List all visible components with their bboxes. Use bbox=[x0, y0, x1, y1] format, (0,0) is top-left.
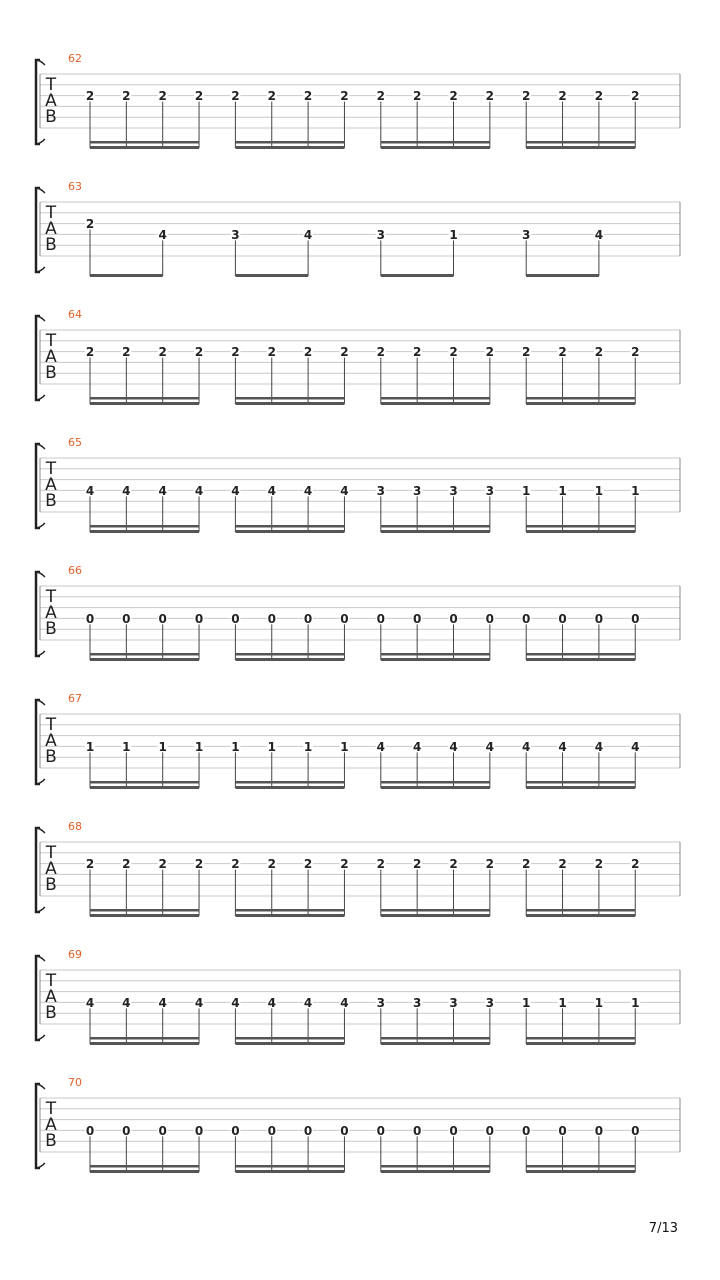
tab-staff bbox=[0, 820, 720, 930]
fret-number: 0 bbox=[267, 611, 276, 626]
beam bbox=[381, 530, 490, 533]
beam bbox=[90, 658, 199, 661]
system-bracket-hook bbox=[36, 1163, 45, 1168]
beam-secondary bbox=[526, 1165, 635, 1168]
tab-clef-letter: T bbox=[45, 715, 57, 735]
fret-number: 0 bbox=[558, 611, 567, 626]
fret-number: 2 bbox=[303, 345, 313, 360]
fret-number: 1 bbox=[122, 739, 131, 754]
fret-number: 2 bbox=[303, 89, 313, 104]
measure-number: 63 bbox=[68, 180, 82, 193]
beam-secondary bbox=[235, 1165, 344, 1168]
tab-clef-letter: A bbox=[45, 987, 57, 1007]
beam-secondary bbox=[90, 1165, 199, 1168]
beam-secondary bbox=[235, 653, 344, 656]
fret-number: 2 bbox=[267, 857, 276, 872]
beam-secondary bbox=[526, 397, 635, 400]
fret-number: 0 bbox=[485, 1123, 495, 1138]
fret-number: 4 bbox=[485, 739, 495, 754]
fret-number: 2 bbox=[449, 857, 458, 872]
fret-number: 0 bbox=[194, 611, 204, 626]
system-bracket bbox=[36, 1084, 40, 1168]
fret-number: 4 bbox=[303, 995, 313, 1010]
fret-number: 0 bbox=[631, 1123, 640, 1138]
system-bracket-hook bbox=[36, 779, 45, 784]
fret-number: 1 bbox=[558, 483, 567, 498]
beam-secondary bbox=[381, 653, 490, 656]
tab-clef-letter: B bbox=[45, 1131, 57, 1151]
system-bracket-hook bbox=[36, 700, 45, 705]
fret-number: 3 bbox=[376, 483, 385, 498]
fret-number: 2 bbox=[158, 857, 167, 872]
beam bbox=[235, 530, 344, 533]
fret-number: 0 bbox=[158, 1123, 167, 1138]
beam bbox=[526, 530, 635, 533]
fret-number: 2 bbox=[122, 89, 131, 104]
tab-staff bbox=[0, 52, 720, 162]
system-bracket-hook bbox=[36, 60, 45, 65]
measure-number: 68 bbox=[68, 820, 82, 833]
system-bracket bbox=[36, 316, 40, 400]
fret-number: 4 bbox=[449, 739, 458, 754]
tab-clef-letter: T bbox=[45, 75, 57, 95]
fret-number: 2 bbox=[122, 857, 131, 872]
fret-number: 4 bbox=[194, 995, 204, 1010]
fret-number: 0 bbox=[194, 1123, 204, 1138]
tab-staff bbox=[0, 1076, 720, 1186]
fret-number: 4 bbox=[303, 483, 313, 498]
measure-number: 67 bbox=[68, 692, 82, 705]
beam-secondary bbox=[381, 781, 490, 784]
tab-staff bbox=[0, 308, 720, 418]
tab-clef-letter: B bbox=[45, 235, 57, 255]
fret-number: 4 bbox=[85, 483, 95, 498]
fret-number: 2 bbox=[122, 345, 131, 360]
fret-number: 2 bbox=[85, 217, 95, 232]
beam bbox=[90, 146, 199, 149]
fret-number: 0 bbox=[231, 1123, 240, 1138]
fret-number: 0 bbox=[231, 611, 240, 626]
fret-number: 3 bbox=[231, 227, 240, 242]
fret-number: 4 bbox=[340, 483, 349, 498]
fret-number: 0 bbox=[594, 611, 604, 626]
fret-number: 1 bbox=[522, 483, 531, 498]
fret-number: 2 bbox=[485, 89, 495, 104]
beam bbox=[381, 1042, 490, 1045]
fret-number: 0 bbox=[340, 1123, 349, 1138]
fret-number: 2 bbox=[522, 345, 531, 360]
fret-number: 2 bbox=[376, 89, 385, 104]
system-bracket-hook bbox=[36, 956, 45, 961]
tab-clef-letter: A bbox=[45, 859, 57, 879]
fret-number: 0 bbox=[158, 611, 167, 626]
fret-number: 4 bbox=[231, 483, 240, 498]
fret-number: 0 bbox=[122, 1123, 131, 1138]
beam-secondary bbox=[235, 525, 344, 528]
measure-number: 70 bbox=[68, 1076, 82, 1089]
fret-number: 4 bbox=[267, 483, 276, 498]
fret-number: 2 bbox=[522, 857, 531, 872]
fret-number: 2 bbox=[558, 89, 567, 104]
fret-number: 2 bbox=[340, 857, 349, 872]
fret-number: 4 bbox=[267, 995, 276, 1010]
measure-number: 64 bbox=[68, 308, 82, 321]
fret-number: 0 bbox=[594, 1123, 604, 1138]
fret-number: 4 bbox=[231, 995, 240, 1010]
fret-number: 4 bbox=[158, 483, 167, 498]
system-bracket-hook bbox=[36, 523, 45, 528]
fret-number: 3 bbox=[522, 227, 531, 242]
fret-number: 1 bbox=[558, 995, 567, 1010]
beam bbox=[381, 914, 490, 917]
fret-number: 4 bbox=[594, 227, 604, 242]
fret-number: 2 bbox=[376, 857, 385, 872]
system-bracket bbox=[36, 444, 40, 528]
fret-number: 1 bbox=[522, 995, 531, 1010]
beam bbox=[526, 1042, 635, 1045]
system-bracket-hook bbox=[36, 444, 45, 449]
beam bbox=[235, 786, 344, 789]
fret-number: 2 bbox=[558, 345, 567, 360]
tab-staff bbox=[0, 564, 720, 674]
fret-number: 4 bbox=[122, 483, 131, 498]
beam-secondary bbox=[90, 781, 199, 784]
tab-clef-letter: B bbox=[45, 747, 57, 767]
tab-clef-letter: A bbox=[45, 91, 57, 111]
beam bbox=[235, 402, 344, 405]
fret-number: 0 bbox=[376, 1123, 385, 1138]
beam-secondary bbox=[526, 141, 635, 144]
fret-number: 0 bbox=[267, 1123, 276, 1138]
beam-secondary bbox=[90, 1037, 199, 1040]
beam-secondary bbox=[381, 909, 490, 912]
fret-number: 0 bbox=[303, 611, 313, 626]
fret-number: 2 bbox=[376, 345, 385, 360]
system-bracket-hook bbox=[36, 572, 45, 577]
system-bracket bbox=[36, 828, 40, 912]
beam-secondary bbox=[526, 1037, 635, 1040]
measure-number: 62 bbox=[68, 52, 82, 65]
tab-clef-letter: T bbox=[45, 971, 57, 991]
fret-number: 2 bbox=[231, 345, 240, 360]
beam bbox=[90, 786, 199, 789]
tab-clef-letter: T bbox=[45, 331, 57, 351]
fret-number: 0 bbox=[449, 611, 458, 626]
system-bracket bbox=[36, 60, 40, 144]
beam bbox=[381, 402, 490, 405]
beam-secondary bbox=[90, 141, 199, 144]
fret-number: 3 bbox=[376, 227, 385, 242]
beam bbox=[526, 274, 599, 277]
fret-number: 0 bbox=[558, 1123, 567, 1138]
beam-secondary bbox=[90, 525, 199, 528]
fret-number: 0 bbox=[412, 1123, 422, 1138]
fret-number: 2 bbox=[449, 89, 458, 104]
beam bbox=[381, 786, 490, 789]
tab-clef-letter: T bbox=[45, 203, 57, 223]
fret-number: 4 bbox=[303, 227, 313, 242]
fret-number: 2 bbox=[412, 345, 422, 360]
fret-number: 1 bbox=[594, 483, 604, 498]
system-bracket bbox=[36, 956, 40, 1040]
fret-number: 2 bbox=[158, 345, 167, 360]
fret-number: 2 bbox=[85, 89, 95, 104]
system-bracket-hook bbox=[36, 828, 45, 833]
fret-number: 3 bbox=[412, 483, 422, 498]
fret-number: 0 bbox=[522, 611, 531, 626]
tab-staff bbox=[0, 692, 720, 802]
tab-staff bbox=[0, 436, 720, 546]
beam bbox=[235, 274, 308, 277]
system-bracket-hook bbox=[36, 188, 45, 193]
tab-clef-letter: B bbox=[45, 619, 57, 639]
fret-number: 2 bbox=[522, 89, 531, 104]
beam-secondary bbox=[381, 525, 490, 528]
fret-number: 2 bbox=[340, 89, 349, 104]
tab-clef-letter: B bbox=[45, 363, 57, 383]
fret-number: 0 bbox=[85, 611, 95, 626]
beam bbox=[381, 274, 454, 277]
beam bbox=[90, 402, 199, 405]
system-bracket bbox=[36, 188, 40, 272]
fret-number: 4 bbox=[340, 995, 349, 1010]
beam bbox=[235, 914, 344, 917]
beam-secondary bbox=[526, 909, 635, 912]
beam-secondary bbox=[235, 397, 344, 400]
fret-number: 0 bbox=[122, 611, 131, 626]
beam-secondary bbox=[526, 525, 635, 528]
fret-number: 0 bbox=[340, 611, 349, 626]
fret-number: 2 bbox=[594, 89, 604, 104]
fret-number: 2 bbox=[594, 345, 604, 360]
system-bracket-hook bbox=[36, 1035, 45, 1040]
tab-clef-letter: B bbox=[45, 875, 57, 895]
fret-number: 4 bbox=[194, 483, 204, 498]
fret-number: 2 bbox=[449, 345, 458, 360]
fret-number: 0 bbox=[376, 611, 385, 626]
fret-number: 2 bbox=[485, 857, 495, 872]
beam-secondary bbox=[235, 909, 344, 912]
beam-secondary bbox=[381, 141, 490, 144]
fret-number: 2 bbox=[85, 857, 95, 872]
fret-number: 4 bbox=[158, 227, 167, 242]
system-bracket-hook bbox=[36, 651, 45, 656]
fret-number: 2 bbox=[267, 89, 276, 104]
fret-number: 4 bbox=[594, 739, 604, 754]
beam bbox=[90, 914, 199, 917]
system-bracket bbox=[36, 700, 40, 784]
beam-secondary bbox=[526, 653, 635, 656]
tab-clef-letter: T bbox=[45, 843, 57, 863]
fret-number: 4 bbox=[631, 739, 640, 754]
fret-number: 4 bbox=[376, 739, 385, 754]
beam-secondary bbox=[235, 1037, 344, 1040]
beam bbox=[235, 1170, 344, 1173]
system-bracket-hook bbox=[36, 395, 45, 400]
fret-number: 2 bbox=[231, 89, 240, 104]
beam bbox=[381, 146, 490, 149]
tab-clef-letter: A bbox=[45, 347, 57, 367]
tab-clef-letter: A bbox=[45, 475, 57, 495]
system-bracket-hook bbox=[36, 1084, 45, 1089]
measure-number: 66 bbox=[68, 564, 82, 577]
beam bbox=[381, 658, 490, 661]
beam bbox=[526, 146, 635, 149]
fret-number: 2 bbox=[231, 857, 240, 872]
beam bbox=[526, 786, 635, 789]
fret-number: 3 bbox=[412, 995, 422, 1010]
tab-clef-letter: A bbox=[45, 1115, 57, 1135]
beam bbox=[90, 1042, 199, 1045]
system-bracket-hook bbox=[36, 267, 45, 272]
fret-number: 1 bbox=[194, 739, 204, 754]
tab-clef-letter: A bbox=[45, 219, 57, 239]
beam bbox=[381, 1170, 490, 1173]
fret-number: 2 bbox=[267, 345, 276, 360]
beam-secondary bbox=[381, 397, 490, 400]
fret-number: 0 bbox=[303, 1123, 313, 1138]
beam-secondary bbox=[235, 141, 344, 144]
tab-staff bbox=[0, 948, 720, 1058]
beam-secondary bbox=[90, 909, 199, 912]
system-bracket-hook bbox=[36, 316, 45, 321]
tab-staff bbox=[0, 180, 720, 290]
fret-number: 2 bbox=[85, 345, 95, 360]
fret-number: 2 bbox=[194, 857, 204, 872]
fret-number: 4 bbox=[558, 739, 567, 754]
fret-number: 2 bbox=[158, 89, 167, 104]
fret-number: 1 bbox=[231, 739, 240, 754]
beam bbox=[526, 914, 635, 917]
tab-clef-letter: A bbox=[45, 731, 57, 751]
tab-clef-letter: A bbox=[45, 603, 57, 623]
beam-secondary bbox=[235, 781, 344, 784]
fret-number: 4 bbox=[522, 739, 531, 754]
fret-number: 2 bbox=[194, 89, 204, 104]
fret-number: 4 bbox=[412, 739, 422, 754]
fret-number: 2 bbox=[631, 857, 640, 872]
beam-secondary bbox=[526, 781, 635, 784]
fret-number: 1 bbox=[631, 483, 640, 498]
beam bbox=[235, 658, 344, 661]
beam bbox=[526, 1170, 635, 1173]
beam bbox=[90, 274, 163, 277]
fret-number: 1 bbox=[267, 739, 276, 754]
page-number: 7/13 bbox=[648, 1221, 678, 1236]
fret-number: 0 bbox=[631, 611, 640, 626]
fret-number: 1 bbox=[303, 739, 313, 754]
fret-number: 2 bbox=[412, 857, 422, 872]
fret-number: 2 bbox=[631, 345, 640, 360]
beam-secondary bbox=[381, 1037, 490, 1040]
measure-number: 65 bbox=[68, 436, 82, 449]
beam bbox=[526, 658, 635, 661]
beam-secondary bbox=[90, 397, 199, 400]
fret-number: 2 bbox=[303, 857, 313, 872]
system-bracket bbox=[36, 572, 40, 656]
fret-number: 1 bbox=[85, 739, 95, 754]
fret-number: 2 bbox=[631, 89, 640, 104]
beam bbox=[235, 146, 344, 149]
fret-number: 2 bbox=[194, 345, 204, 360]
fret-number: 4 bbox=[122, 995, 131, 1010]
fret-number: 2 bbox=[485, 345, 495, 360]
beam-secondary bbox=[90, 653, 199, 656]
fret-number: 0 bbox=[412, 611, 422, 626]
beam bbox=[90, 1170, 199, 1173]
beam bbox=[235, 1042, 344, 1045]
fret-number: 4 bbox=[158, 995, 167, 1010]
beam-secondary bbox=[381, 1165, 490, 1168]
system-bracket-hook bbox=[36, 907, 45, 912]
fret-number: 0 bbox=[485, 611, 495, 626]
tab-clef-letter: T bbox=[45, 587, 57, 607]
fret-number: 2 bbox=[558, 857, 567, 872]
tab-clef-letter: B bbox=[45, 1003, 57, 1023]
fret-number: 2 bbox=[340, 345, 349, 360]
fret-number: 4 bbox=[85, 995, 95, 1010]
fret-number: 3 bbox=[449, 995, 458, 1010]
fret-number: 1 bbox=[449, 227, 458, 242]
system-bracket-hook bbox=[36, 139, 45, 144]
fret-number: 0 bbox=[85, 1123, 95, 1138]
fret-number: 3 bbox=[376, 995, 385, 1010]
beam bbox=[526, 402, 635, 405]
fret-number: 1 bbox=[631, 995, 640, 1010]
fret-number: 3 bbox=[485, 995, 495, 1010]
fret-number: 0 bbox=[449, 1123, 458, 1138]
fret-number: 2 bbox=[594, 857, 604, 872]
measure-number: 69 bbox=[68, 948, 82, 961]
fret-number: 1 bbox=[158, 739, 167, 754]
tab-clef-letter: B bbox=[45, 107, 57, 127]
tab-clef-letter: T bbox=[45, 1099, 57, 1119]
fret-number: 2 bbox=[412, 89, 422, 104]
fret-number: 0 bbox=[522, 1123, 531, 1138]
tab-clef-letter: B bbox=[45, 491, 57, 511]
fret-number: 3 bbox=[485, 483, 495, 498]
fret-number: 1 bbox=[594, 995, 604, 1010]
beam bbox=[90, 530, 199, 533]
fret-number: 3 bbox=[449, 483, 458, 498]
fret-number: 1 bbox=[340, 739, 349, 754]
tab-clef-letter: T bbox=[45, 459, 57, 479]
